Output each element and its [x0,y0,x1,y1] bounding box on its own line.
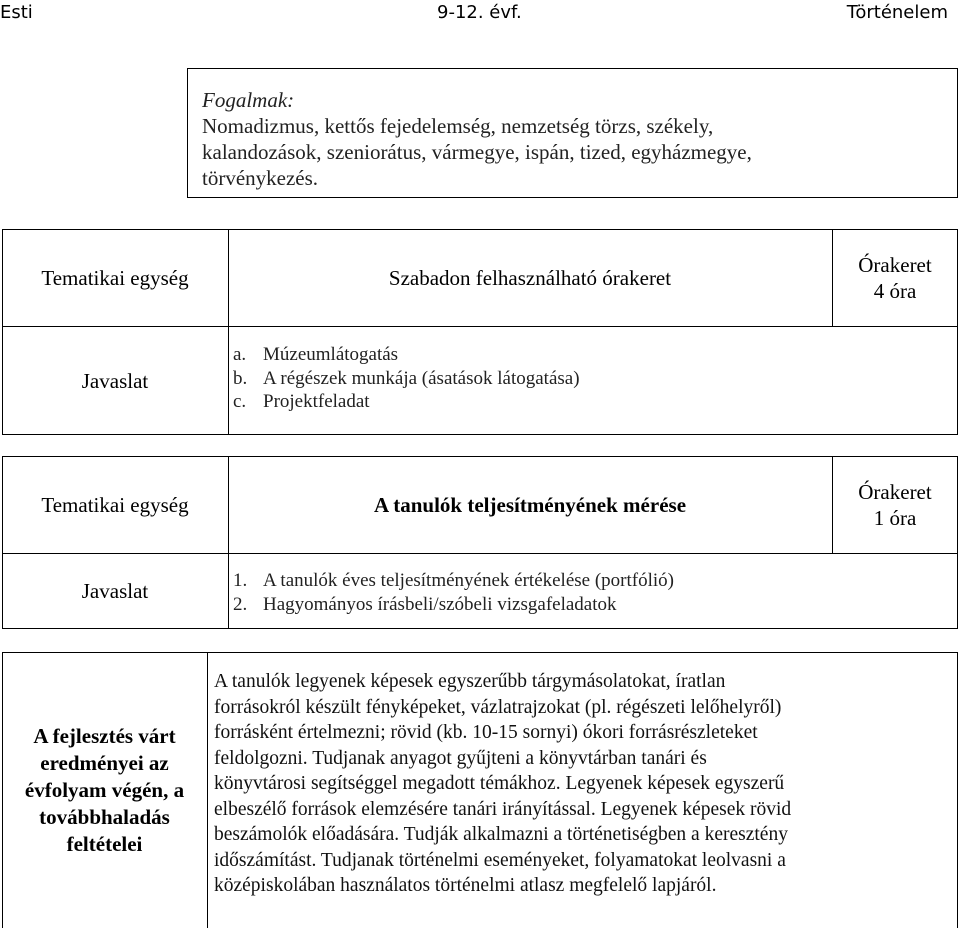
list-item: 2. Hagyományos írásbeli/szóbeli vizsgafeladatok [233,593,617,615]
list-item: 1. A tanulók éves teljesítményének értékelése (portfólió) [233,570,674,591]
unit1-hours [832,229,958,327]
unit1-hours-label: Órakeret [858,253,932,277]
unit2-suggestion-label: Javaslat [81,579,149,603]
unit1-title: Szabadon felhasználható órakeret [388,266,672,290]
unit1-thematic-label: Tematikai egység [41,266,189,290]
unit2-hours-value: 1 óra [873,506,917,530]
outcomes-line: feldolgozni. Tudjanak anyagot gyűjteni a könyvtárban tanári és [214,747,707,769]
outcomes-line: időszámítást. Tudjanak történelmi eseményeket, folyamatokat leolvasni a [214,849,786,871]
unit1-suggestion-list [233,343,933,414]
outcomes-line: beszámolók előadására. Tudják alkalmazni a történetiségben a keresztény [214,824,788,845]
outcomes-line: elbeszélő források elemzésére tanári irányítással. Legyenek képesek rövid [214,798,792,820]
unit2-title: A tanulók teljesítményének mérése [373,493,687,517]
outcomes-text [214,669,956,899]
outcomes-line: forrásként értelmezni; rövid (kb. 10-15 sornyi) ókori forrásrészleteket [214,722,758,743]
unit2-hours-label: Órakeret [858,480,932,504]
outcomes-line: A tanulók legyenek képesek egyszerűbb tárgymásolatokat, íratlan [214,671,726,692]
unit2-hours [832,456,958,554]
outcomes-line: középiskolában használatos történelmi atlasz megfelelő lapjáról. [214,875,717,896]
list-item: b. A régészek munkája (ásatások látogatása) [233,367,580,389]
concepts-label: Fogalmak: [202,88,295,112]
unit2-suggestion-list [233,569,933,616]
unit1-hours-value: 4 óra [873,279,917,303]
concepts-box [187,68,958,198]
list-item: c. Projektfeladat [233,391,370,412]
outcomes-line: könyvtárosi segítséggel megadott témákhoz. Legyenek képesek egyszerű [214,773,785,794]
header-subject: Történelem [846,2,948,23]
outcomes-label: A fejlesztés várt eredményei az évfolyam végén, a továbbhaladás feltételei [24,723,185,856]
unit2-thematic-label: Tematikai egység [41,493,189,517]
unit1-suggestion-label: Javaslat [81,368,149,393]
page-header [0,0,960,28]
header-left: Esti [0,2,33,23]
concepts-text: Nomadizmus, kettős fejedelemség, nemzetség törzs, székely, kalandozások, szeniorátus, vármegye, ispán, tized, egyházmegye, törvénykezés. [202,114,752,190]
concepts-content [202,87,822,191]
list-item: a. Múzeumlátogatás [233,344,399,365]
header-grade: 9-12. évf. [437,2,522,23]
outcomes-line: forrásokról készült fényképeket, vázlatrajzokat (pl. régészeti lelőhelyről) [214,696,782,718]
